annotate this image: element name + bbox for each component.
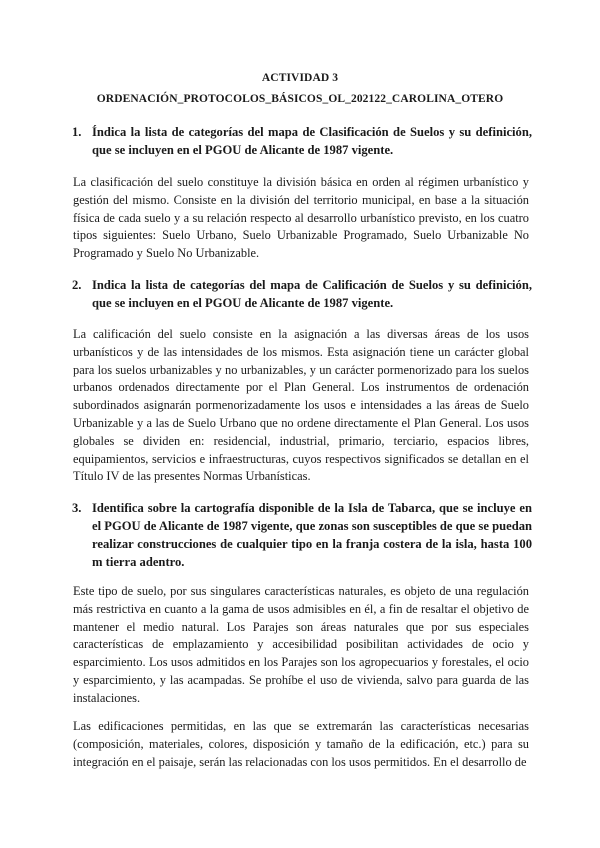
question-1 xyxy=(72,123,532,159)
question-number: 3. xyxy=(72,501,82,515)
question-number: 2. xyxy=(72,278,82,292)
question-text: Identifica sobre la cartografía disponible de la Isla de Tabarca, que se incluye en el PGOU de Alicante de 1987 vigente, que zonas son susceptibles de que se puedan realizar construcciones de cualquier tipo en la franja costera de la isla, hasta 100 m tierra adentro. xyxy=(92,501,532,569)
question-text: Índica la lista de categorías del mapa de Clasificación de Suelos y su definición, que se incluyen en el PGOU de Alicante de 1987 vigente. xyxy=(92,125,532,157)
answer-3-paragraph-1: Este tipo de suelo, por sus singulares características naturales, es objeto de una regulación más restrictiva en cuanto a la gama de usos admisibles en él, a fin de resaltar el objetivo de mantener el medio natural. Los Parajes son áreas naturales que por sus especiales características de emplazamiento y accesibilidad posibilitan actividades de ocio y esparcimiento. Los usos admitidos en los Parajes son los agropecuarios y forestales, el ocio y esparcimiento, y las acampadas. Se prohíbe el uso de vivienda, salvo para guarda de las instalaciones. xyxy=(73,584,529,705)
question-text: Indica la lista de categorías del mapa de Calificación de Suelos y su definición, que se incluyen en el PGOU de Alicante de 1987 vigente. xyxy=(92,278,532,310)
answer-2-paragraph: La calificación del suelo consiste en la asignación a las diversas áreas de los usos urbanísticos y de las intensidades de los mismos. Esta asignación tiene un carácter global para los suelos urbanizables y no urbanizables, y un carácter pormenorizado para los suelos urbanos ordenados directamente por el Plan General. Los instrumentos de ordenación subordinados asignarán pormenorizadamente los usos e intensidades a las áreas de Suelo Urbanizable y a las de Suelo Urbano que no ordene directamente el Plan General. Los usos globales se dividen en: residencial, industrial, primario, terciario, espacios libres, equipamientos, servicios e infraestructuras, cuyos respectivos significados se detallan en el Título IV de las presentes Normas Urbanísticas. xyxy=(73,327,529,484)
activity-title: ACTIVIDAD 3 xyxy=(261,72,339,84)
question-2 xyxy=(72,276,532,312)
answer-1-paragraph: La clasificación del suelo constituye la división básica en orden al régimen urbanístico y gestión del mismo. Consiste en la división del territorio municipal, en base a la situación física de cada suelo y a su relación respecto al desarrollo urbanístico previsto, en los cuatro tipos siguientes: Suelo Urbano, Suelo Urbanizable Programado, Suelo Urbanizable No Programado y Suelo No Urbanizable. xyxy=(73,175,529,261)
answer-3-paragraph-2: Las edificaciones permitidas, en las que se extremarán las características necesarias (composición, materiales, colores, disposición y tamaño de la edificación, etc.) para su integración en el paisaje, serán las relacionadas con los usos permitidos. En el desarrollo de xyxy=(73,719,529,769)
course-title: ORDENACIÓN_PROTOCOLOS_BÁSICOS_OL_202122_CAROLINA_OTERO xyxy=(96,93,504,105)
question-number: 1. xyxy=(72,125,82,139)
question-3 xyxy=(72,499,532,571)
